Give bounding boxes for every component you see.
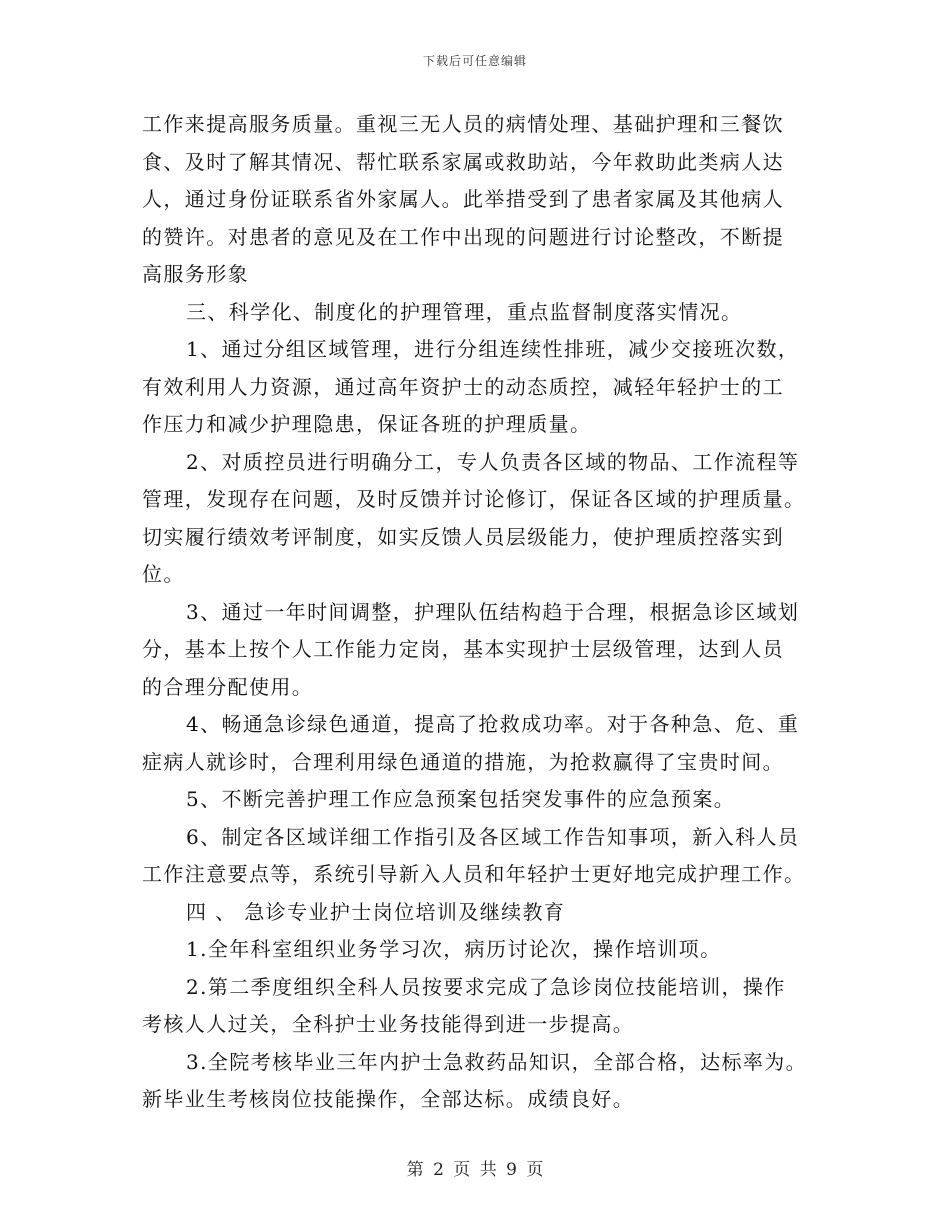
- text-line: 1、通过分组区域管理，进行分组连续性排班，减少交接班次数，: [186, 337, 800, 361]
- text-line: 工作注意要点等，系统引导新入人员和年轻护士更好地完成护理工作。: [142, 862, 806, 886]
- text-line: 3.全院考核毕业三年内护士急救药品知识，全部合格，达标率为。: [186, 1049, 808, 1074]
- text-line: 的合理分配使用。: [142, 674, 314, 699]
- text-line: 位。: [142, 562, 185, 586]
- text-line: 人，通过身份证联系省外家属人。此举措受到了患者家属及其他病人: [142, 187, 784, 211]
- text-line: 分，基本上按个人工作能力定岗，基本实现护士层级管理，达到人员: [142, 637, 784, 661]
- text-line: 有效利用人力资源，通过高年资护士的动态质控，减轻年轻护士的工: [142, 374, 784, 399]
- text-line: 1.全年科室组织业务学习次，病历讨论次，操作培训项。: [186, 937, 722, 961]
- text-line: 的赞许。对患者的意见及在工作中出现的问题进行讨论整改，不断提: [142, 224, 784, 249]
- text-line: 3、通过一年时间调整，护理队伍结构趋于合理，根据急诊区域划: [186, 599, 800, 624]
- section-heading: 三、科学化、制度化的护理管理，重点监督制度落实情况。: [186, 299, 743, 324]
- document-body: [142, 106, 814, 1119]
- text-line: 6、制定各区域详细工作指引及各区域工作告知事项，新入科人员: [186, 824, 800, 849]
- text-line: 考核人人过关，全科护士业务技能得到进一步提高。: [142, 1012, 635, 1036]
- text-line: 新毕业生考核岗位技能操作，全部达标。成绩良好。: [142, 1087, 635, 1111]
- text-line: 食、及时了解其情况、帮忙联系家属或救助站，今年救助此类病人达: [142, 149, 784, 174]
- section-heading: 四 、 急诊专业护士岗位培训及继续教育: [186, 899, 566, 924]
- text-line: 4、畅通急诊绿色通道，提高了抢救成功率。对于各种急、危、重: [186, 712, 800, 736]
- text-line: 2、对质控员进行明确分工，专人负责各区域的物品、工作流程等: [186, 449, 800, 474]
- page-footer: 第 2 页 共 9 页: [406, 1160, 544, 1180]
- text-line: 症病人就诊时，合理利用绿色通道的措施，为抢救赢得了宝贵时间。: [142, 749, 784, 774]
- text-line: 切实履行绩效考评制度，如实反馈人员层级能力，使护理质控落实到: [142, 524, 784, 549]
- text-line: 2.第二季度组织全科人员按要求完成了急诊岗位技能培训，操作: [186, 974, 786, 999]
- text-line: 工作来提高服务质量。重视三无人员的病情处理、基础护理和三餐饮: [142, 112, 784, 136]
- text-line: 管理，发现存在问题，及时反馈并讨论修订，保证各区域的护理质量。: [142, 487, 806, 511]
- text-line: 作压力和减少护理隐患，保证各班的护理质量。: [142, 412, 592, 436]
- text-line: 高服务形象: [142, 262, 249, 286]
- page-header: 下载后可任意编辑: [422, 54, 527, 68]
- text-line: 5、不断完善护理工作应急预案包括突发事件的应急预案。: [186, 787, 736, 811]
